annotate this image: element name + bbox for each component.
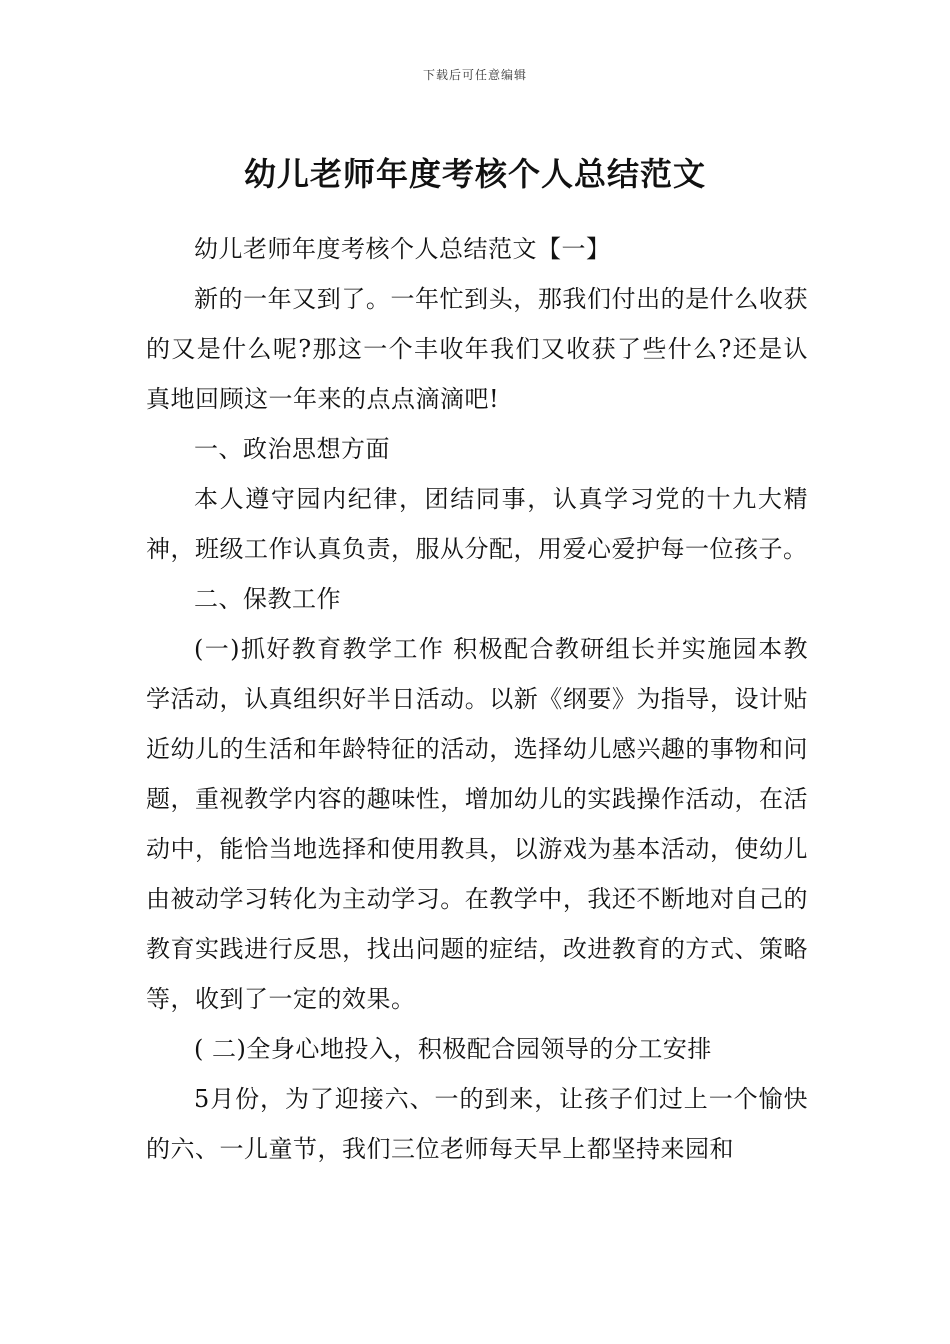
section-heading-teaching: 二、保教工作 — [194, 585, 341, 613]
politics-paragraph: 本人遵守园内纪律，团结同事，认真学习党的十九大精神，班级工作认真负责，服从分配，用爱心爱护每一位孩子。 — [146, 485, 808, 563]
teaching-paragraph: (一)抓好教育教学工作 积极配合教研组长并实施园本教学活动，认真组织好半日活动。以新《纲要》为指导，设计贴近幼儿的生活和年龄特征的活动，选择幼儿感兴趣的事物和问题，重视教学内容的趣味性，增加幼儿的实践操作活动，在活动中，能恰当地选择和使用教具，以游戏为基本活动，使幼儿由被动学习转化为主动学习。在教学中，我还不断地对自己的教育实践进行反思，找出问题的症结，改进教育的方式、策略等，收到了一定的效果。 — [146, 635, 808, 1013]
section-heading-politics: 一、政治思想方面 — [194, 435, 390, 463]
document-title: 幼儿老师年度考核个人总结范文 — [243, 155, 706, 194]
document-body — [146, 224, 808, 1174]
intro-paragraph: 新的一年又到了。一年忙到头，那我们付出的是什么收获的又是什么呢?那这一个丰收年我们又收获了些什么?还是认真地回顾这一年来的点点滴滴吧! — [146, 285, 808, 413]
header-note: 下载后可任意编辑 — [422, 68, 527, 82]
may-paragraph: 5月份，为了迎接六、一的到来，让孩子们过上一个愉快的六、一儿童节，我们三位老师每天早上都坚持来园和 — [146, 1085, 808, 1163]
section-heading-1: 幼儿老师年度考核个人总结范文【一】 — [194, 235, 611, 263]
subsection-heading-2: ( 二)全身心地投入，积极配合园领导的分工安排 — [194, 1035, 712, 1063]
